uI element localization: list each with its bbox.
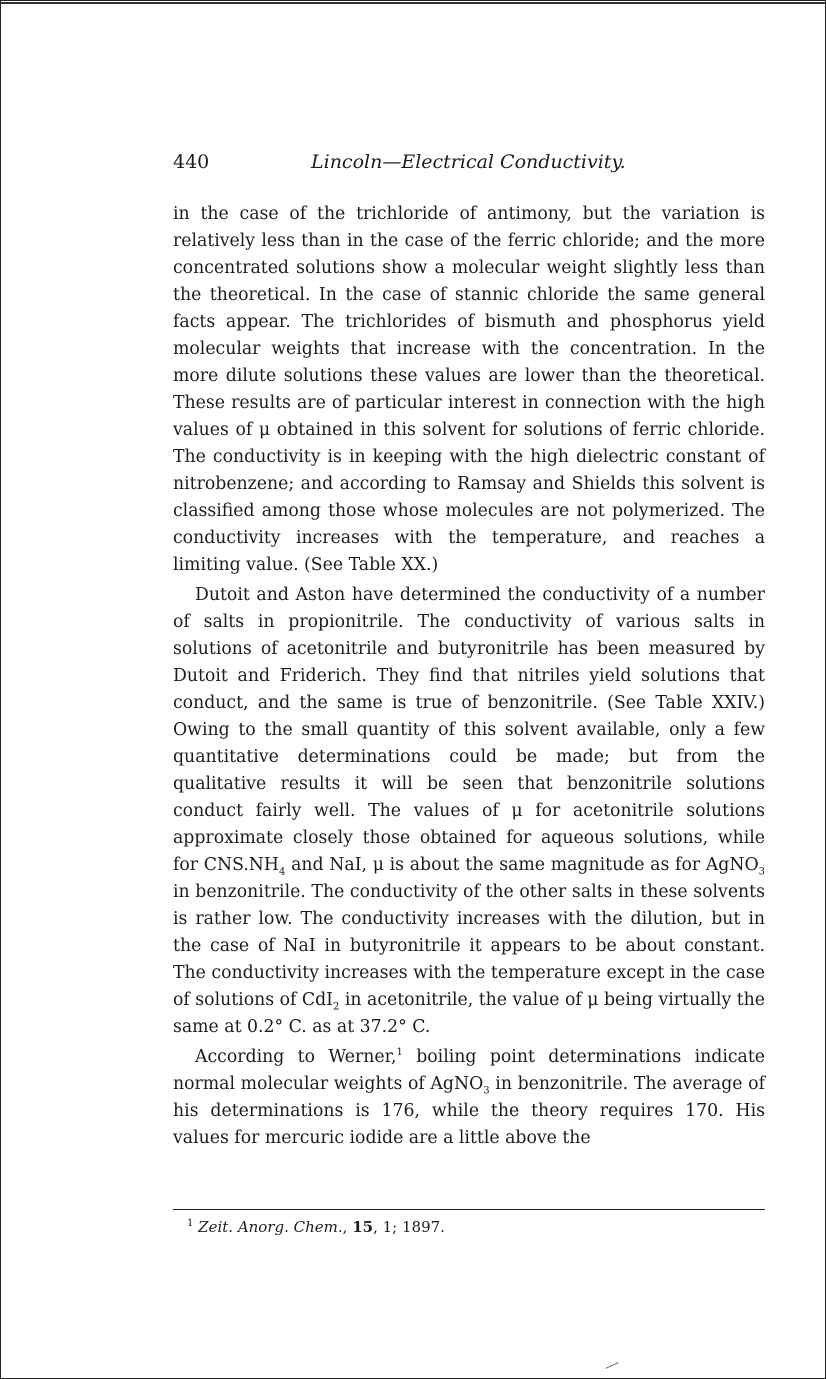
footnote-ref: 1 [396, 1047, 403, 1059]
text-run: and NaI, μ is about the same magnitude as for AgNO [285, 855, 759, 875]
text-run: in benzonitrile. The average of his determinations is 176, while the theory requires 170. His values for mercuric iodide are a little above the [173, 1074, 765, 1148]
text-run: boiling point determinations indicate normal molecular weights of AgNO [173, 1047, 766, 1094]
footnote-marker: 1 [187, 1218, 194, 1229]
subscript: 3 [758, 866, 766, 878]
subscript: 2 [333, 1001, 340, 1013]
paragraph-werner [173, 1044, 765, 1152]
text-run: According to Werner, [195, 1047, 397, 1067]
subscript: 4 [279, 866, 286, 878]
footnote-rule [173, 1209, 765, 1210]
text-run: in benzonitrile. The conductivity of the other salts in these solvents is rather low. The conductivity increases with the dilution, but in the case of NaI in butyronitrile it appears to be about constant. The conductivity increases with the temperature except in the case of solutions of CdI [173, 882, 765, 1010]
footnote [187, 1216, 445, 1238]
text-run: in acetonitrile, the value of μ being virtually the same at 0.2° C. as at 37.2° C. [173, 990, 766, 1037]
subscript: 3 [483, 1085, 490, 1097]
body-text [173, 201, 765, 1152]
footnote-rest: , 1; 1897. [373, 1218, 445, 1236]
footnote-sep: , [342, 1218, 353, 1236]
page-number: 440 [173, 151, 210, 173]
running-head [173, 151, 765, 181]
running-title: Lincoln—Electrical Conductivity. [311, 151, 626, 173]
paragraph-nitriles [173, 582, 765, 1041]
footnote-journal: Zeit. Anorg. Chem. [198, 1218, 343, 1236]
footnote-volume: 15 [352, 1218, 374, 1236]
paragraph-continued: in the case of the trichloride of antimony, but the variation is relatively less than in the case of the ferric chloride; and the more concentrated solutions show a molecular weight slightly less than the theoretical. In the case of stannic chloride the same general facts appear. The trichlorides of bismuth and phosphorus yield molecular weights that increase with the concentration. In the more dilute solutions these values are lower than the theoretical. These results are of particular interest in connection with the high values of μ obtained in this solvent for solutions of ferric chloride. The conductivity is in keeping with the high dielectric constant of nitrobenzene; and according to Ramsay and Shields this solvent is classified among those whose molecules are not polymerized. The conductivity increases with the temperature, and reaches a limiting value. (See Table XX.) [173, 204, 765, 575]
top-edge-rule [0, 2, 826, 4]
text-run: Dutoit and Aston have determined the conductivity of a number of salts in propionitrile. The conductivity of various salts in solutions of acetonitrile and butyronitrile has been measured by Dutoit and Friderich. They find that nitriles yield solutions that conduct, and the same is true of benzonitrile. (See Table XXIV.) Owing to the small quantity of this solvent available, only a few quantitative determinations could be made; but from the qualitative results it will be seen that benzonitrile solutions conduct fairly well. The values of μ for acetonitrile solutions approximate closely those obtained for aqueous solutions, while for CNS.NH [173, 585, 765, 875]
